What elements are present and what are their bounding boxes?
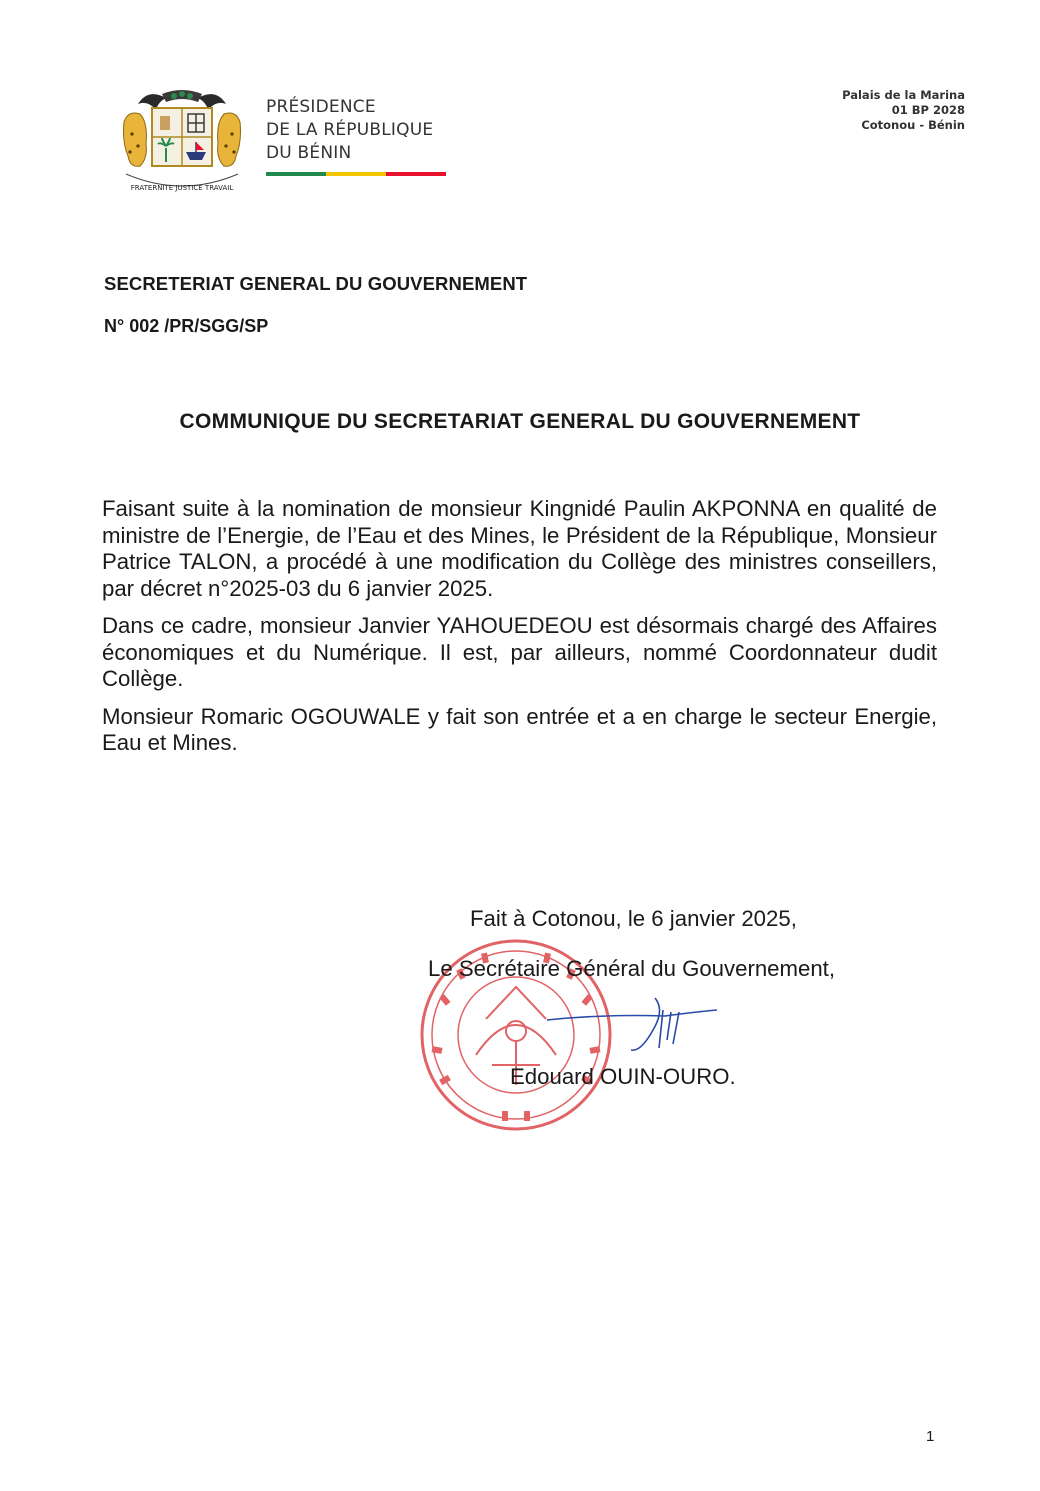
page-number: 1 — [926, 1428, 935, 1445]
flag-green — [266, 172, 326, 176]
body-text — [102, 496, 937, 768]
paragraph: Dans ce cadre, monsieur Janvier YAHOUEDEOU est désormais chargé des Affaires économiques et du Numérique. Il est, par ailleurs, nommé Coordonnateur dudit Collège. — [102, 613, 937, 691]
motto-text: FRATERNITE JUSTICE TRAVAIL — [130, 184, 234, 192]
flag-red — [386, 172, 446, 176]
presidency-name: PRÉSIDENCE DE LA RÉPUBLIQUE DU BÉNIN — [266, 97, 434, 163]
paragraph: Monsieur Romaric OGOUWALE y fait son entrée et a en charge le secteur Energie, Eau et Mines. — [102, 703, 937, 755]
signatory-role: Le Secrétaire Général du Gouvernement, — [428, 956, 836, 981]
address-block: Palais de la Marina 01 BP 2028 Cotonou - Bénin — [842, 88, 965, 132]
flag-yellow — [326, 172, 386, 176]
reference-number: N° 002 /PR/SGG/SP — [104, 316, 269, 336]
handwritten-signature-icon — [545, 990, 720, 1070]
flag-color-bar — [266, 172, 446, 176]
paragraph: Faisant suite à la nomination de monsieur Kingnidé Paulin AKPONNA en qualité de ministre de l’Energie, de l’Eau et des Mines, le Président de la République, Monsieur Patrice TALON, a procédé à une modification du Collège des ministres conseillers, par décret n°2025-03 du 6 janvier 2025. — [102, 496, 937, 601]
signatory-name: Edouard OUIN-OURO. — [510, 1064, 736, 1089]
document-title: COMMUNIQUE DU SECRETARIAT GENERAL DU GOUVERNEMENT — [179, 410, 861, 433]
place-and-date: Fait à Cotonou, le 6 janvier 2025, — [470, 906, 797, 931]
benin-coat-of-arms-icon — [118, 82, 246, 198]
office-heading: SECRETERIAT GENERAL DU GOUVERNEMENT — [104, 273, 528, 294]
